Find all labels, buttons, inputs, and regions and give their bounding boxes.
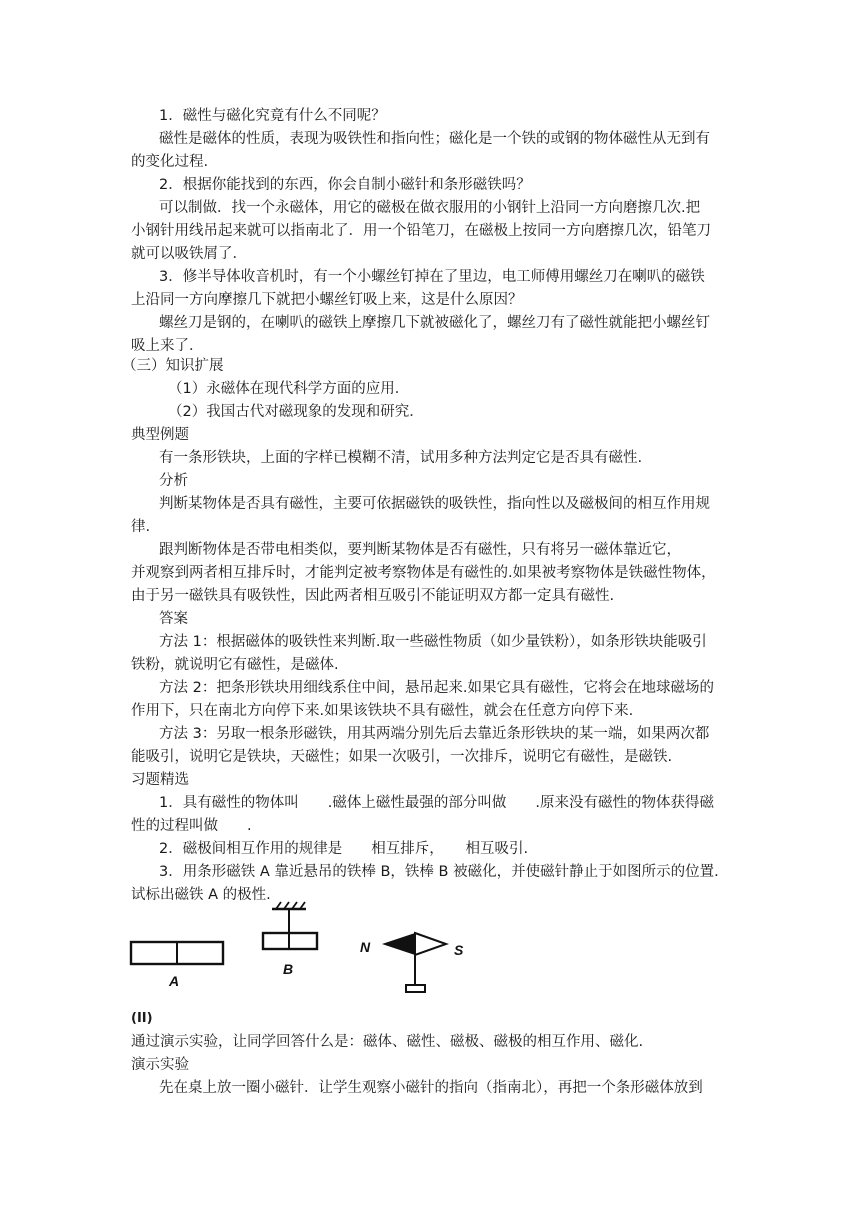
section-ii-heading: (II) [131, 1011, 153, 1026]
analysis-para-2: 跟判断物体是否带电相类似，要判断某物体是否有磁性，只有将另一磁体靠近它， [159, 542, 681, 558]
method-1-cont: 铁粉，就说明它有磁性，是磁体. [131, 657, 339, 673]
question-2: 2．根据你能找到的东西，你会自制小磁针和条形磁铁吗？ [159, 177, 531, 193]
analysis-para-1: 判断某物体是否具有磁性，主要可依据磁铁的吸铁性，指向性以及磁极间的相互作用规 [159, 496, 710, 512]
heading-analysis: 分析 [159, 473, 188, 489]
extension-item-2: （2）我国古代对磁现象的发现和研究． [168, 404, 424, 420]
section-knowledge-extension: （三）知识扩展 [122, 358, 224, 374]
label-n: N [360, 939, 371, 955]
answer-2-cont2: 就可以吸铁屑了． [131, 246, 247, 262]
method-3-cont: 能吸引，说明它是铁块，天磁性；如果一次吸引，一次排斥，说明它有磁性，是磁铁. [131, 749, 673, 765]
analysis-para-2-cont: 并观察到两者相互排斥时，才能判定被考察物体是有磁性的.如果被考察物体是铁磁性物体， [131, 565, 716, 581]
exercise-3: 3．用条形磁铁 A 靠近悬吊的铁棒 B，铁棒 B 被磁化，并使磁针静止于如图所示的位置. [159, 864, 719, 880]
answer-1-cont: 的变化过程. [131, 154, 209, 170]
label-a: A [169, 973, 180, 989]
magnet-figure [128, 900, 488, 1000]
method-2: 方法 2：把条形铁块用细线系住中间，悬吊起来.如果它具有磁性，它将会在地球磁场的 [159, 680, 714, 696]
method-1: 方法 1：根据磁体的吸铁性来判断.取一些磁性物质（如少量铁粉），如条形铁块能吸引 [159, 634, 707, 650]
label-s: S [454, 942, 464, 958]
label-b: B [283, 961, 294, 977]
section-ii-intro: 通过演示实验，让同学回答什么是：磁体、磁性、磁极、磁极的相互作用、磁化. [131, 1034, 644, 1050]
example-problem: 有一条形铁块，上面的字样已模糊不清，试用多种方法判定它是否具有磁性. [159, 450, 643, 466]
answer-2-cont: 小钢针用线吊起来就可以指南北了．用一个铅笔刀，在磁极上按同一方向磨擦几次，铅笔刀 [131, 223, 711, 239]
magnet-a [131, 942, 223, 964]
exercise-3-cont: 试标出磁铁 A 的极性. [131, 887, 271, 903]
exercise-2: 2．磁极间相互作用的规律是 相互排斥， 相互吸引. [159, 841, 529, 857]
exercise-1-cont: 性的过程叫做 . [131, 818, 252, 834]
heading-exercises: 习题精选 [131, 772, 189, 788]
question-3-cont: 上沿同一方向摩擦几下就把小螺丝钉吸上来，这是什么原因？ [131, 292, 523, 308]
answer-2: 可以制做．找一个永磁体，用它的磁极在做衣服用的小钢针上沿同一方向磨擦几次.把 [159, 200, 701, 216]
analysis-para-2-cont2: 由于另一磁铁具有吸铁性，因此两者相互吸引不能证明双方都一定具有磁性. [131, 588, 615, 604]
heading-answer: 答案 [159, 611, 188, 627]
exercise-1: 1．具有磁性的物体叫 .磁体上磁性最强的部分叫做 .原来没有磁性的物体获得磁 [159, 795, 714, 811]
extension-item-1: （1）永磁体在现代科学方面的应用． [168, 381, 410, 397]
question-1: 1．磁性与磁化究竟有什么不同呢？ [159, 108, 386, 124]
compass-needle [382, 933, 446, 992]
heading-typical-example: 典型例题 [131, 427, 189, 443]
question-3: 3．修半导体收音机时，有一个小螺丝钉掉在了里边，电工师傅用螺丝刀在喇叭的磁铁 [159, 269, 705, 285]
method-2-cont: 作用下，只在南北方向停下来.如果该铁块不具有磁性，就会在任意方向停下来. [131, 703, 634, 719]
demo-experiment-text: 先在桌上放一圈小磁针．让学生观察小磁针的指向（指南北），再把一个条形磁体放到 [159, 1080, 703, 1096]
answer-1: 磁性是磁体的性质，表现为吸铁性和指向性；磁化是一个铁的或钢的物体磁性从无到有 [159, 131, 710, 147]
analysis-para-1-cont: 律. [131, 519, 151, 535]
answer-3: 螺丝刀是钢的，在喇叭的磁铁上摩擦几下就被磁化了，螺丝刀有了磁性就能把小螺丝钉 [159, 315, 710, 331]
heading-demo-experiment: 演示实验 [131, 1057, 189, 1073]
answer-3-cont: 吸上来了． [131, 338, 204, 354]
suspended-iron-bar-b [263, 902, 317, 949]
method-3: 方法 3：另取一根条形磁铁，用其两端分别先后去靠近条形铁块的某一端，如果两次都 [159, 726, 710, 742]
